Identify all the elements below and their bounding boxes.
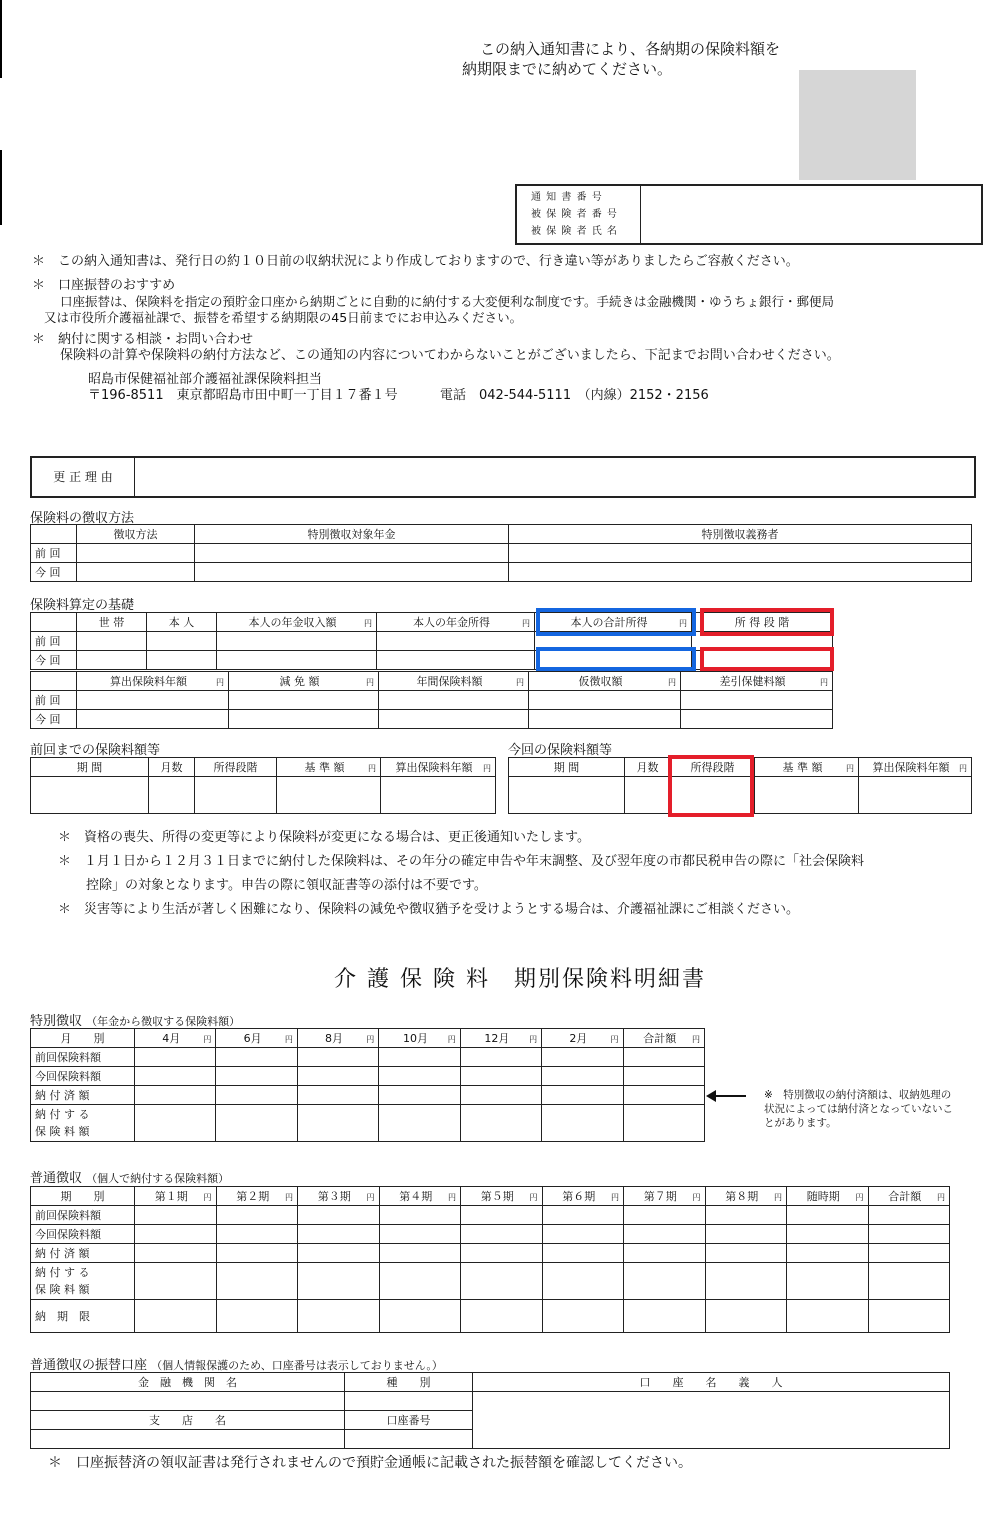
note-inquiry-body: 保険料の計算や保険料の納付方法など、この通知の内容についてわからないことがございましたら、下記までお問い合わせください。 — [60, 348, 840, 363]
prev-amounts-title: 前回までの保険料額等 — [30, 743, 161, 758]
margin-line — [0, 0, 2, 78]
notice-no-label: 通 知 書 番 号 — [531, 192, 603, 203]
account-no-label: 口座番号 — [345, 1411, 473, 1430]
highlight-income-level-header — [700, 608, 834, 636]
row-curr: 今 回 — [31, 563, 77, 582]
note-receipt-status: ＊ この納入通知書は、発行日の約１０日前の収納状況により作成しておりますので、行き違い等がありましたらご容赦ください。 — [32, 254, 799, 269]
col-pension: 特別徴収対象年金 — [195, 525, 509, 544]
margin-line — [0, 150, 2, 225]
col-self: 本 人 — [147, 613, 217, 632]
bank-name-label: 金 融 機 関 名 — [31, 1373, 345, 1392]
note-autopay-body2: 又は市役所介護福祉課で、振替を希望する納期限の45日前までにお申込みください。 — [44, 310, 523, 325]
row-prev: 前 回 — [31, 544, 77, 563]
col-method: 徴収方法 — [77, 525, 195, 544]
note-deduction-b: 控除」の対象となります。申告の際に領収証書等の添付は不要です。 — [86, 878, 487, 893]
highlight-income-level-value — [700, 647, 834, 671]
col-pension-income: 本人の年金収入額 — [248, 616, 337, 629]
note-inquiry-title: ＊ 納付に関する相談・お問い合わせ — [32, 332, 254, 347]
ordinary-title: 普通徴収 （個人で納付する保険料額） — [30, 1171, 230, 1186]
insured-no-label: 被 保 険 者 番 号 — [531, 209, 618, 220]
calc-basis-table: 世 帯 本 人 本人の年金収入額 円 本人の年金所得 円 本人の合計所得 円 所 得 段 階 前 回 今 回 — [30, 612, 833, 670]
col-provisional: 仮徴収額 — [578, 675, 623, 688]
collection-method-table — [30, 524, 972, 582]
collection-method-title: 保険料の徴収方法 — [30, 511, 135, 526]
highlight-total-income-value — [536, 647, 696, 671]
curr-amounts-table: 期 間 月数 所得段階 基 準 額 円 算出保険料年額 円 — [508, 757, 972, 814]
correction-reason-label: 更 正 理 由 — [32, 458, 135, 496]
highlight-current-income-level — [668, 755, 754, 817]
prev-amounts-table: 期 間 月数 所得段階 基 準 額 円 算出保険料年額 円 — [30, 757, 496, 814]
office-address: 〒196-8511 東京都昭島市田中町一丁目１７番１号 — [88, 388, 398, 403]
note-autopay-title: ＊ 口座振替のおすすめ — [32, 278, 176, 293]
ordinary-table: 期 別 第１期 円 第２期 円 第３期 円 第４期 円 第５期 円 第６期 円 第７期 円 第８期 円 随時期 円 合計額 円 前回保険料額 今回保険料額 納 付 済 額 納 付 す る 保 険 料 額 納 期 限 — [30, 1186, 950, 1333]
bank-title: 普通徴収の振替口座 （個人情報保護のため、口座番号は表示しておりません。） — [30, 1358, 443, 1373]
col-household: 世 帯 — [77, 613, 147, 632]
col-net-premium: 差引保健料額 — [719, 675, 786, 688]
col-income-level: 所 得 段 階 — [692, 613, 833, 632]
correction-reason-box — [30, 456, 976, 498]
col-pension-earnings: 本人の年金所得 — [413, 616, 490, 629]
instruction-line1: この納入通知書により、各納期の保険料額を — [480, 40, 781, 58]
calc-basis-title: 保険料算定の基礎 — [30, 598, 135, 613]
redacted-block — [799, 70, 916, 180]
special-title: 特別徴収 （年金から徴収する保険料額） — [30, 1014, 241, 1029]
office-name: 昭島市保健福祉部介護福祉課保険料担当 — [88, 372, 323, 387]
id-box — [515, 184, 983, 245]
col-obligor: 特別徴収義務者 — [509, 525, 972, 544]
insured-name-label: 被 保 険 者 氏 名 — [531, 226, 618, 237]
bank-kind-label: 種 別 — [345, 1373, 473, 1392]
col-total-income: 本人の合計所得 — [570, 616, 648, 629]
account-holder-label: 口 座 名 義 人 — [473, 1373, 950, 1392]
curr-amounts-title: 今回の保険料額等 — [508, 743, 613, 758]
col-annual-premium: 年間保険料額 — [416, 675, 483, 688]
note-deduction-a: ＊ １月１日から１２月３１日までに納付した保険料は、その年分の確定申告や年末調整、及び翌年度の市都民税申告の際に「社会保険料 — [58, 854, 865, 869]
special-table: 月 別 4月 円 6月 円 8月 円 10月 円 12月 円 2月 円 合計額 円 前回保険料額 今回保険料額 納 付 済 額 納 付 す る 保 険 料 額 — [30, 1028, 705, 1142]
instruction-line2: 納期限までに納めてください。 — [462, 60, 673, 78]
branch-label: 支 店 名 — [31, 1411, 345, 1430]
office-phone: 電話 042-544-5111 （内線）2152・2156 — [440, 388, 709, 403]
note-change: ＊ 資格の喪失、所得の変更等により保険料が変更になる場合は、更正後通知いたします。 — [58, 830, 590, 845]
bank-table — [30, 1372, 950, 1449]
footer-note: ＊ 口座振替済の領収証書は発行されませんので預貯金通帳に記載された振替額を確認してください。 — [48, 1455, 692, 1471]
calc-amount-table: 算出保険料年額 円 減 免 額 円 年間保険料額 円 仮徴収額 円 差引保健料額 円 前 回 今 回 — [30, 671, 833, 729]
col-calc-annual: 算出保険料年額 — [110, 675, 187, 688]
note-autopay-body1: 口座振替は、保険料を指定の預貯金口座から納期ごとに自動的に納付する大変便利な制度です。手続きは金融機関・ゆうちょ銀行・郵便局 — [60, 294, 835, 309]
special-side-note: ※ 特別徴収の納付済額は、収納処理の状況によっては納付済となっていないことがあります。 — [764, 1089, 953, 1129]
note-disaster: ＊ 災害等により生活が著しく困難になり、保険料の減免や徴収猶予を受けようとする場合は、介護福祉課にご相談ください。 — [58, 902, 800, 917]
detail-title: 介 護 保 険 料 期別保険料明細書 — [334, 967, 706, 992]
highlight-total-income-header — [536, 608, 696, 636]
col-reduction: 減 免 額 — [279, 675, 320, 688]
